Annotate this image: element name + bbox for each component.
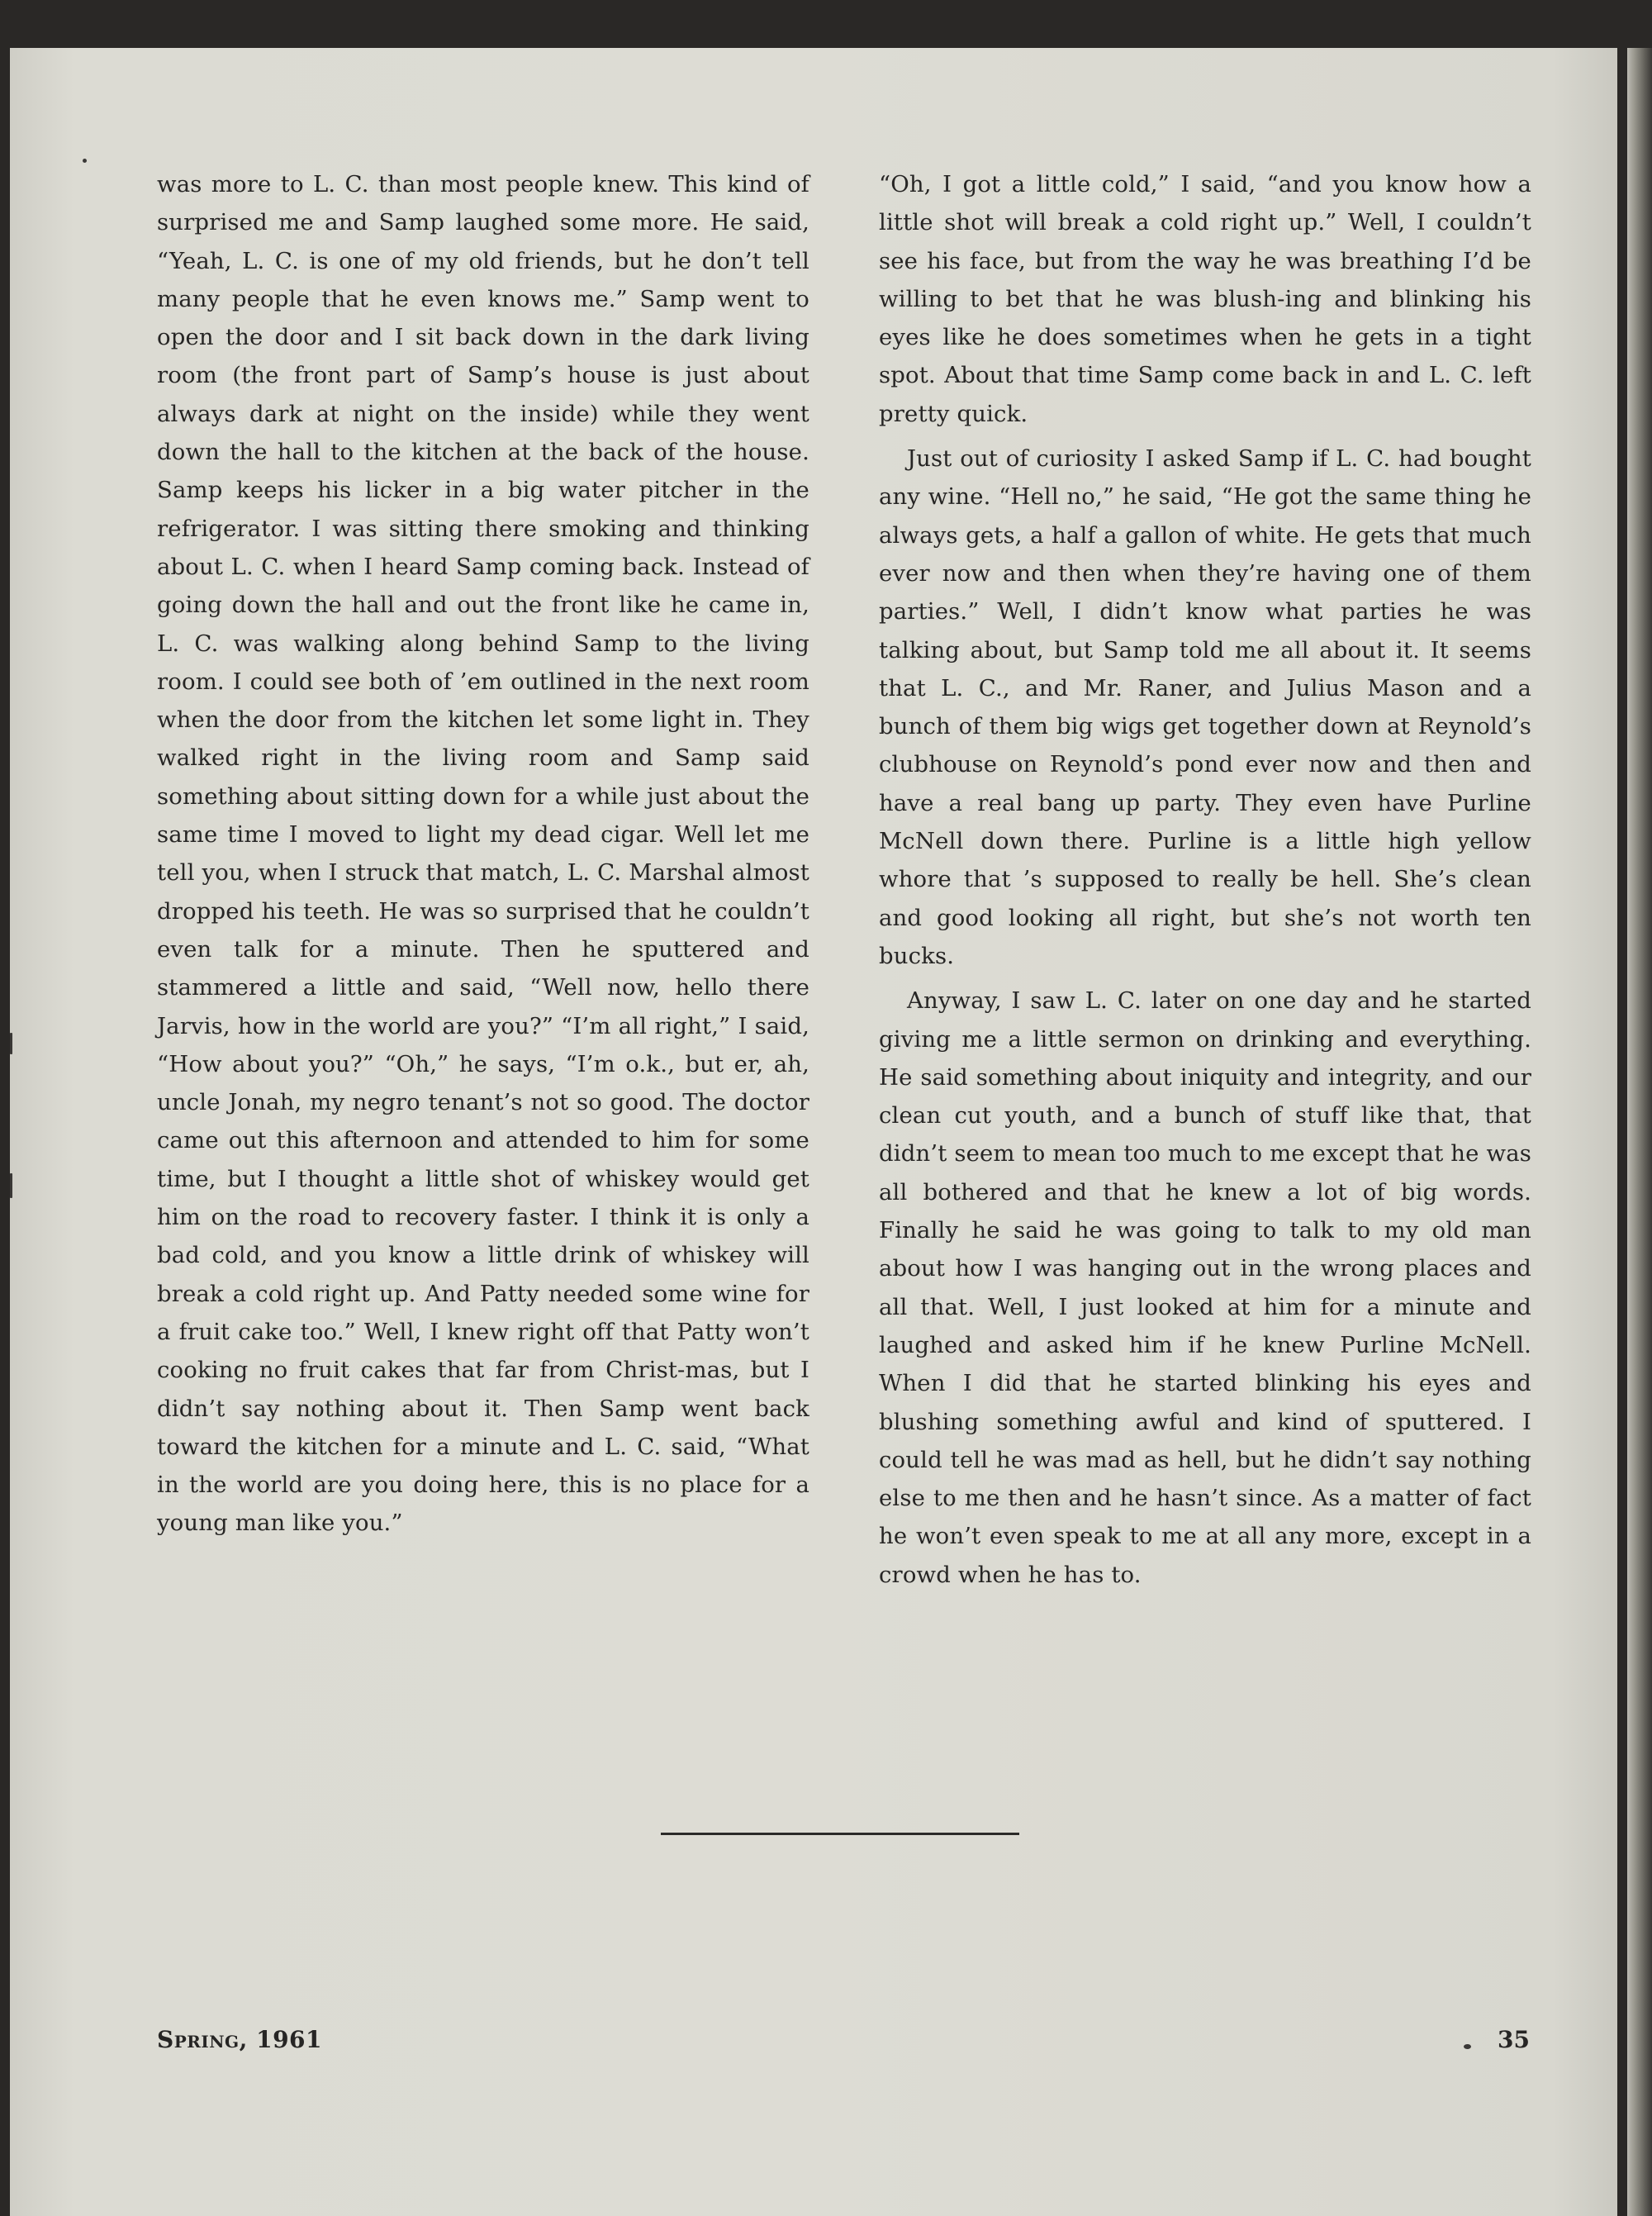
left-text-column: [157, 165, 809, 1543]
speck-mark: [1464, 2044, 1471, 2049]
page-number: 35: [1498, 2026, 1530, 2053]
speck-mark: [10, 1173, 12, 1198]
right-paragraph-2: Just out of curiosity I asked Samp if L. C. had bought any wine. “Hell no,” he said, “He got the same thing he always gets, a half a gallon of white. He gets that much ever now and then when they’re having one of them parties.” Well, I didn’t know what parties he was talking about, but Samp told me all about it. It seems that L. C., and Mr. Raner, and Julius Mason and a bunch of them big wigs get together down at Reynold’s clubhouse on Reynold’s pond ever now and then and have a real bang up party. They even have Purline McNell down there. Purline is a little high yellow whore that ’s supposed to really be hell. She’s clean and good looking all right, but she’s not worth ten bucks.: [879, 445, 1531, 969]
issue-footer: Spring, 1961: [157, 2026, 323, 2053]
right-text-column: [879, 165, 1531, 1594]
speck-mark: [10, 1033, 12, 1054]
speck-mark: [83, 159, 87, 163]
section-divider-rule: [661, 1833, 1019, 1835]
left-paragraph-1: was more to L. C. than most people knew. This kind of surprised me and Samp laughed some more. He said, “Yeah, L. C. is one of my old friends, but he don’t tell many people that he even knows me.” Samp went to open the door and I sit back down in the dark living room (the front part of Samp’s house is just about always dark at night on the inside) while they went down the hall to the kitchen at the back of the house. Samp keeps his licker in a big water pitcher in the refrigerator. I was sitting there smoking and thinking about L. C. when I heard Samp coming back. Instead of going down the hall and out the front like he came in, L. C. was walking along behind Samp to the living room. I could see both of ’em outlined in the next room when the door from the kitchen let some light in. They walked right in the living room and Samp said something about sitting down for a while just about the same time I moved to light my dead cigar. Well let me tell you, when I struck that match, L. C. Marshal almost dropped his teeth. He was so surprised that he couldn’t even talk for a minute. Then he sputtered and stammered a little and said, “Well now, hello there Jarvis, how in the world are you?” “I’m all right,” I said, “How about you?” “Oh,” he says, “I’m o.k., but er, ah, uncle Jonah, my negro tenant’s not so good. The doctor came out this afternoon and attended to him for some time, but I thought a little shot of whiskey would get him on the road to recovery faster. I think it is only a bad cold, and you know a little drink of whiskey will break a cold right up. And Patty needed some wine for a fruit cake too.” Well, I knew right off that Patty won’t cooking no fruit cakes that far from Christ-mas, but I didn’t say nothing about it. Then Samp went back toward the kitchen for a minute and L. C. said, “What in the world are you doing here, this is no place for a young man like you.”: [157, 171, 809, 1537]
right-paragraph-1: “Oh, I got a little cold,” I said, “and you know how a little shot will break a cold right up.” Well, I couldn’t see his face, but from the way he was breathing I’d be willing to bet that he was blush-ing and blinking his eyes like he does sometimes when he gets in a tight spot. About that time Samp come back in and L. C. left pretty quick.: [879, 171, 1531, 427]
right-paragraph-3: Anyway, I saw L. C. later on one day and he started giving me a little sermon on drinking and everything. He said something about iniquity and integrity, and our clean cut youth, and a bunch of stuff like that, that didn’t seem to mean too much to me except that he was all bothered and that he knew a lot of big words. Finally he said he was going to talk to my old man about how I was hanging out in the wrong places and all that. Well, I just looked at him for a minute and laughed and asked him if he knew Purline McNell. When I did that he started blinking his eyes and blushing something awful and kind of sputtered. I could tell he was mad as hell, but he didn’t say nothing else to me then and he hasn’t since. As a matter of fact he won’t even speak to me at all any more, except in a crowd when he has to.: [879, 987, 1531, 1588]
page-edge-shadow: [1627, 48, 1652, 2216]
